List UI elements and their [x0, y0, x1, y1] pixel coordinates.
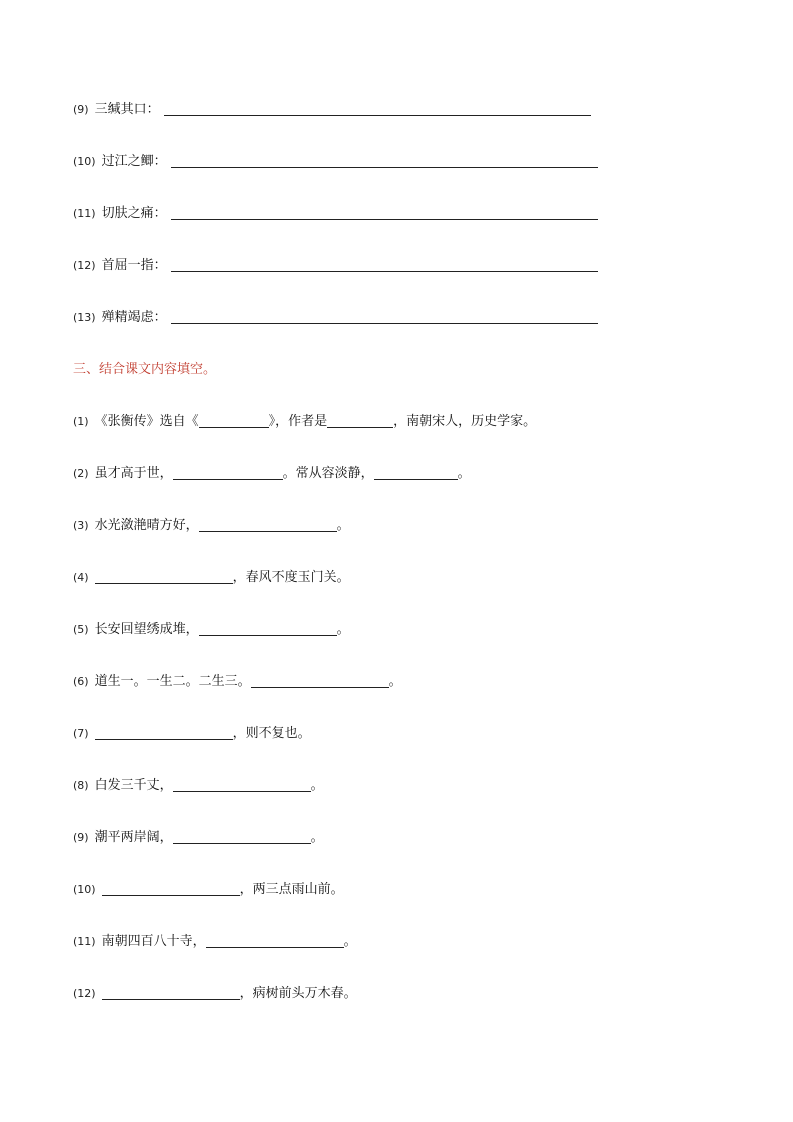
item-text: ，两三点雨山前。	[239, 882, 344, 897]
item-text: ，春风不度玉门关。	[232, 570, 350, 585]
item-number: (13)	[73, 311, 96, 324]
item-text: 过江之鲫：	[101, 154, 167, 169]
item-number: (8)	[73, 779, 89, 792]
item-number: (10)	[73, 155, 96, 168]
fill-item	[73, 567, 350, 589]
answer-blank[interactable]	[206, 933, 344, 948]
item-number: (4)	[73, 571, 89, 584]
answer-blank[interactable]	[199, 413, 269, 428]
item-text: 。	[336, 622, 350, 637]
item-number: (6)	[73, 675, 89, 688]
fill-item	[73, 515, 350, 537]
fill-item	[73, 827, 324, 849]
item-number: (9)	[73, 831, 89, 844]
answer-blank[interactable]	[171, 153, 598, 168]
item-number: (1)	[73, 415, 89, 428]
answer-blank[interactable]	[95, 725, 233, 740]
item-text: ，则不复也。	[232, 726, 311, 741]
section-title: 三、结合课文内容填空。	[73, 362, 217, 377]
idiom-item	[73, 255, 598, 277]
item-number: (11)	[73, 207, 96, 220]
item-text: 三缄其口：	[94, 102, 160, 117]
answer-blank[interactable]	[171, 205, 598, 220]
answer-blank[interactable]	[374, 465, 458, 480]
item-text: 。	[343, 934, 357, 949]
answer-blank[interactable]	[171, 309, 598, 324]
fill-item	[73, 411, 536, 433]
item-text: 。常从容淡静，	[282, 466, 374, 481]
idiom-item	[73, 203, 598, 225]
item-text: 长安回望绣成堆，	[94, 622, 199, 637]
item-number: (12)	[73, 259, 96, 272]
item-text: 。	[336, 518, 350, 533]
item-text: 白发三千丈，	[94, 778, 173, 793]
answer-blank[interactable]	[251, 673, 389, 688]
item-number: (7)	[73, 727, 89, 740]
item-text: ，病树前头万木春。	[239, 986, 357, 1001]
item-number: (9)	[73, 103, 89, 116]
fill-item	[73, 671, 402, 693]
item-number: (11)	[73, 935, 96, 948]
fill-item	[73, 879, 344, 901]
answer-blank[interactable]	[102, 881, 240, 896]
answer-blank[interactable]	[173, 465, 283, 480]
item-number: (10)	[73, 883, 96, 896]
answer-blank[interactable]	[199, 517, 337, 532]
fill-item	[73, 931, 357, 953]
answer-blank[interactable]	[171, 257, 598, 272]
answer-blank[interactable]	[164, 101, 591, 116]
fill-item	[73, 983, 357, 1005]
idiom-item	[73, 151, 598, 173]
item-text: 。	[457, 466, 471, 481]
item-number: (12)	[73, 987, 96, 1000]
answer-blank[interactable]	[173, 829, 311, 844]
item-text: 》，作者是	[268, 414, 328, 429]
item-text: 。	[310, 830, 324, 845]
answer-blank[interactable]	[199, 621, 337, 636]
fill-item	[73, 463, 471, 485]
item-text: 南朝四百八十寺，	[101, 934, 206, 949]
item-number: (3)	[73, 519, 89, 532]
answer-blank[interactable]	[327, 413, 393, 428]
answer-blank[interactable]	[95, 569, 233, 584]
item-number: (2)	[73, 467, 89, 480]
item-text: 。	[388, 674, 402, 689]
item-text: 《张衡传》选自《	[94, 414, 199, 429]
item-text: ，南朝宋人，历史学家。	[393, 414, 537, 429]
item-number: (5)	[73, 623, 89, 636]
item-text: 切肤之痛：	[101, 206, 167, 221]
idiom-item	[73, 99, 591, 121]
item-text: 虽才高于世，	[94, 466, 173, 481]
item-text: 道生一。一生二。二生三。	[94, 674, 251, 689]
item-text: 首屈一指：	[101, 258, 167, 273]
item-text: 。	[310, 778, 324, 793]
answer-blank[interactable]	[102, 985, 240, 1000]
idiom-item	[73, 307, 598, 329]
item-text: 殚精竭虑：	[101, 310, 167, 325]
item-text: 水光潋滟晴方好，	[94, 518, 199, 533]
fill-item	[73, 775, 324, 797]
section-heading	[73, 359, 216, 381]
fill-item	[73, 723, 311, 745]
fill-item	[73, 619, 350, 641]
item-text: 潮平两岸阔，	[94, 830, 173, 845]
answer-blank[interactable]	[173, 777, 311, 792]
